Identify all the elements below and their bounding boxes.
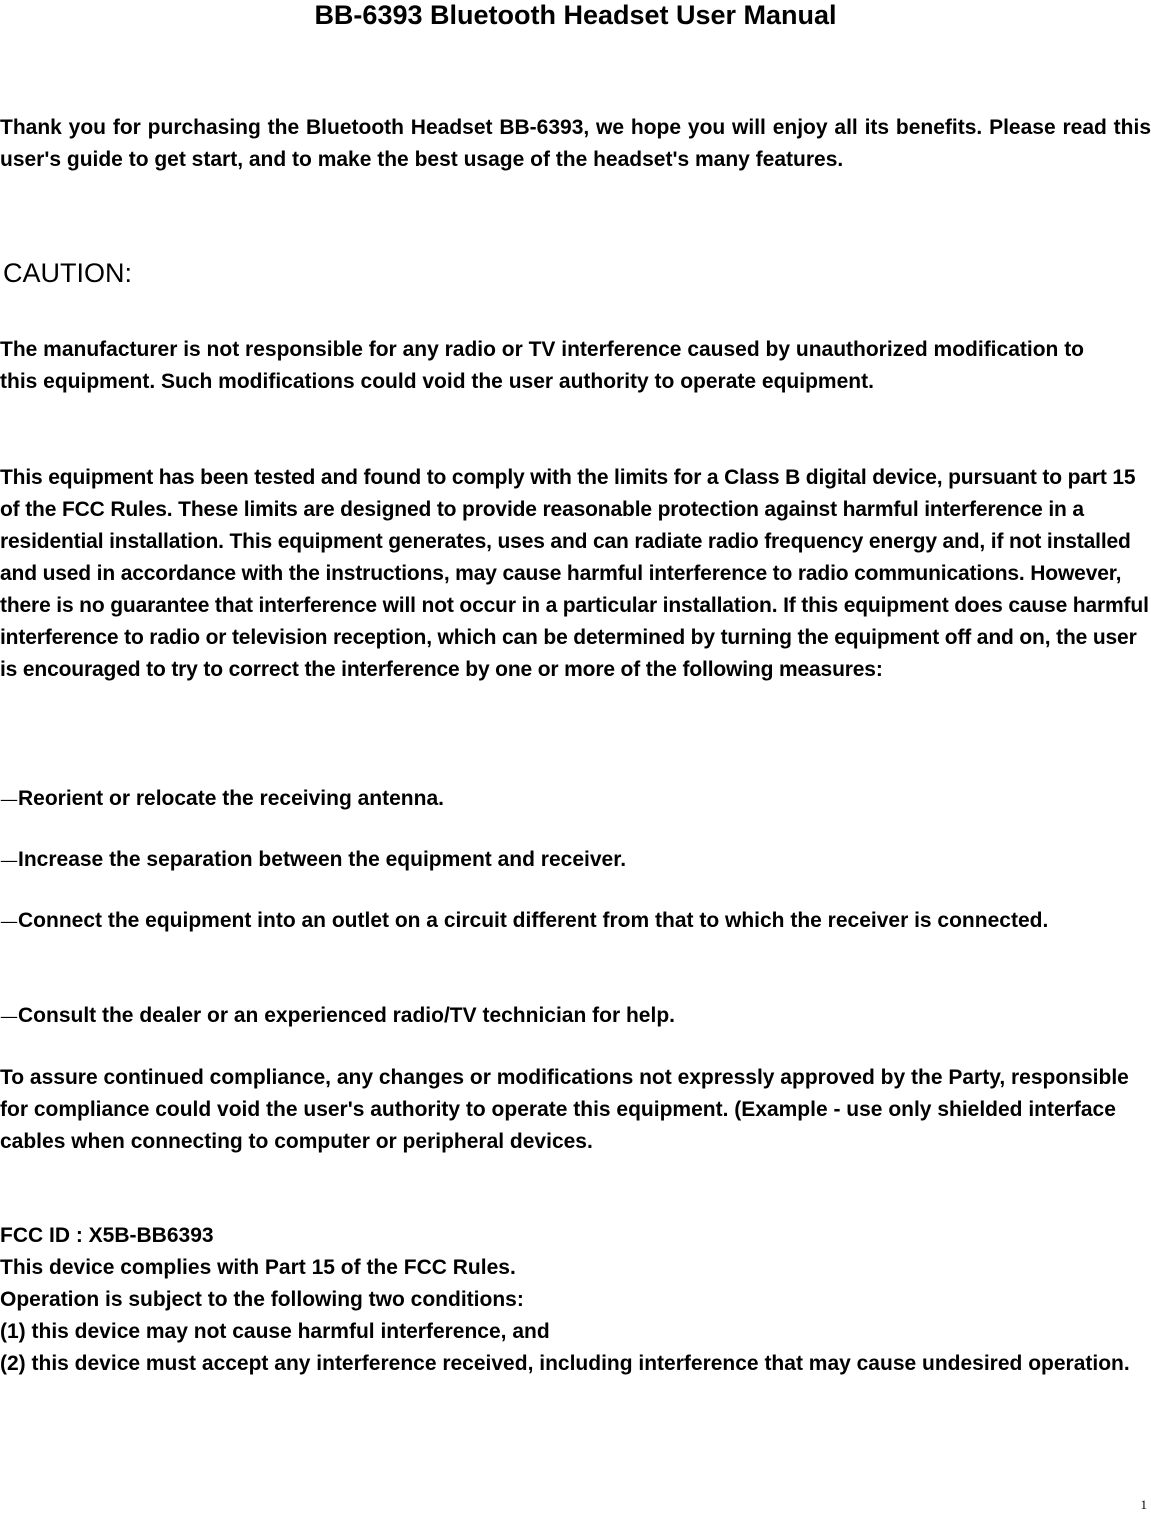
measure-text: Increase the separation between the equipment and receiver. (18, 848, 627, 871)
caution-paragraph: The manufacturer is not responsible for any radio or TV interference caused by unauthorized modification to this equipment. Such modifications could void the user authority to operate equipment. (0, 338, 1085, 393)
measure-item (0, 905, 1120, 938)
compliance-paragraph: To assure continued compliance, any changes or modifications not expressly approved by the Party, responsible for compliance could void the user's authority to operate this equipment. (Example - use only shielded interface cables when connecting to computer or peripheral devices. (0, 1066, 1129, 1153)
fcc-statement: Operation is subject to the following two conditions: (0, 1288, 524, 1311)
measure-item (0, 844, 1151, 877)
bullet-dash: — (0, 1006, 18, 1027)
fcc-condition: (2) this device must accept any interference received, including interference that may cause undesired operation. (0, 1352, 1130, 1375)
fcc-statement: This device complies with Part 15 of the FCC Rules. (0, 1256, 516, 1279)
fcc-id: FCC ID : X5B-BB6393 (0, 1224, 214, 1247)
caution-heading: CAUTION: (3, 258, 133, 288)
page-number: 1 (1140, 1497, 1147, 1512)
fcc-condition: (1) this device may not cause harmful interference, and (0, 1320, 550, 1343)
bullet-dash: — (0, 789, 18, 810)
bullet-dash: — (0, 911, 18, 932)
measure-item (0, 1000, 1151, 1033)
page-title: BB-6393 Bluetooth Headset User Manual (314, 0, 837, 30)
bullet-dash: — (0, 850, 18, 871)
fcc-paragraph: This equipment has been tested and found to comply with the limits for a Class B digital device, pursuant to part 15 of the FCC Rules. These limits are designed to provide reasonable protection against harmful interference in a residential installation. This equipment generates, uses and can radiate radio frequency energy and, if not installed and used in accordance with the instructions, may cause harmful interference to radio communications. However, there is no guarantee that interference will not occur in a particular installation. If this equipment does cause harmful interference to radio or television reception, which can be determined by turning the equipment off and on, the user is encouraged to try to correct the interference by one or more of the following measures: (0, 466, 1149, 681)
measure-text: Consult the dealer or an experienced radio/TV technician for help. (18, 1004, 675, 1027)
fcc-block (0, 1220, 1151, 1380)
intro-paragraph: Thank you for purchasing the Bluetooth Headset BB-6393, we hope you will enjoy all its benefits. Please read this user's guide to get start, and to make the best usage of the headset's many features. (0, 116, 1151, 171)
measure-text: Connect the equipment into an outlet on a circuit different from that to which the receiver is connected. (18, 909, 1049, 932)
measure-item (0, 783, 1151, 816)
measure-text: Reorient or relocate the receiving antenna. (18, 787, 444, 810)
